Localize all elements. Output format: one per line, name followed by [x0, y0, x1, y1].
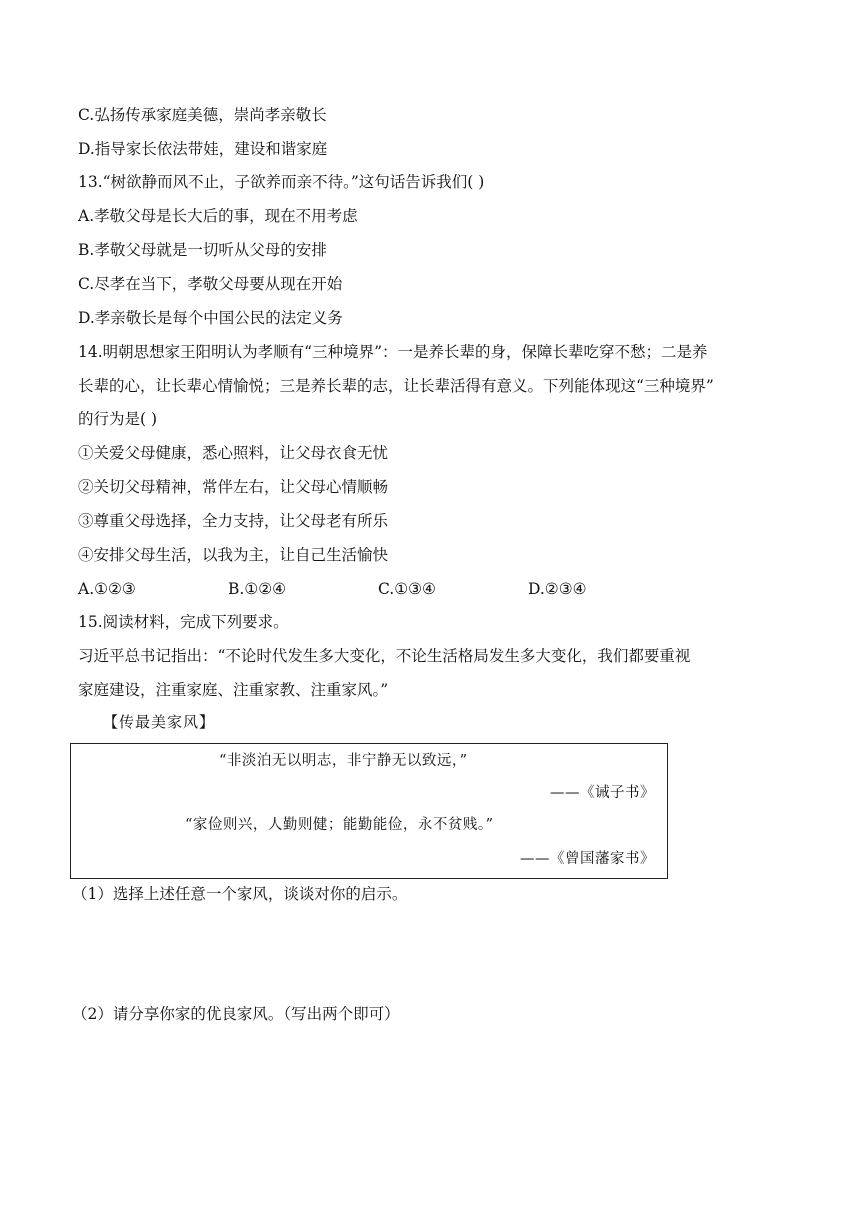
question-14-statement-3: ③尊重父母选择，全力支持，让父母老有所乐 — [78, 512, 389, 530]
question-14-stem-line-2: 长辈的心，让长辈心情愉悦；三是养长辈的志，让长辈活得有意义。下列能体现这“三种境界” — [78, 377, 714, 395]
question-13-stem: 13.“树欲静而风不止，子欲养而亲不待。”这句话告诉我们( ) — [78, 173, 485, 191]
question-13-option-d: D.孝亲敬长是每个中国公民的法定义务 — [78, 309, 343, 327]
question-14-statement-1: ①关爱父母健康，悉心照料，让父母衣食无忧 — [78, 444, 389, 462]
question-14-option-a: A.①②③ — [78, 580, 136, 598]
quote-1-source: ——《诫子书》 — [550, 785, 655, 801]
question-13-option-a: A.孝敬父母是长大后的事，现在不用考虑 — [78, 207, 358, 225]
material-line-2: 家庭建设，注重家庭、注重家教、注重家风。” — [78, 681, 389, 699]
question-14-option-d: D.②③④ — [528, 580, 587, 598]
material-line-1: 习近平总书记指出：“不论时代发生多大变化，不论生活格局发生多大变化，我们都要重视 — [78, 647, 691, 665]
question-14-stem-line-3: 的行为是( ) — [78, 410, 158, 428]
question-13-option-b: B.孝敬父母就是一切听从父母的安排 — [78, 241, 327, 259]
box-title: 【传最美家风】 — [103, 713, 216, 731]
question-14-stem-line-1: 14.明朝思想家王阳明认为孝顺有“三种境界”：一是养长辈的身，保障长辈吃穿不愁；二是养 — [78, 343, 708, 361]
question-14-statement-2: ②关切父母精神，常伴左右，让父母心情顺畅 — [78, 478, 389, 496]
question-14-option-b: B.①②④ — [228, 580, 287, 598]
quote-2: “家俭则兴，人勤则健；能勤能俭，永不贫贱。” — [185, 817, 494, 833]
question-12-option-d: D.指导家长依法带娃，建设和谐家庭 — [78, 140, 328, 158]
quote-2-source: ——《曾国藩家书》 — [520, 851, 655, 867]
question-14-option-c: C.①③④ — [378, 580, 436, 598]
sub-question-2: （2）请分享你家的优良家风。（写出两个即可） — [72, 1005, 400, 1023]
question-13-option-c: C.尽孝在当下，孝敬父母要从现在开始 — [78, 275, 343, 293]
question-12-option-c: C.弘扬传承家庭美德，崇尚孝亲敬长 — [78, 106, 327, 124]
question-14-statement-4: ④安排父母生活，以我为主，让自己生活愉快 — [78, 546, 389, 564]
quote-1: “非淡泊无以明志，非宁静无以致远，” — [219, 753, 468, 769]
question-15-stem: 15.阅读材料，完成下列要求。 — [78, 613, 289, 631]
sub-question-1: （1）选择上述任意一个家风，谈谈对你的启示。 — [72, 885, 408, 903]
quote-box — [70, 743, 668, 879]
